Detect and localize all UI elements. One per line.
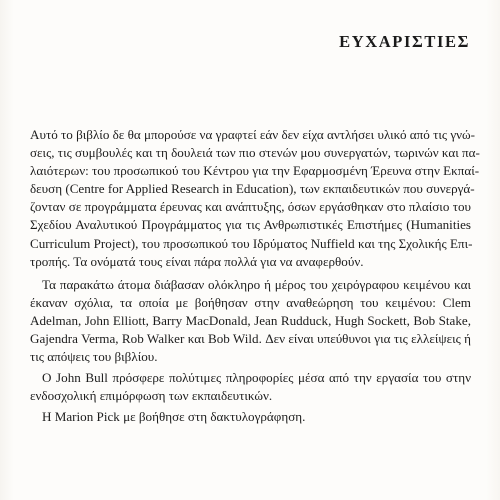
- text-line: τις απόψεις του βιβλίου.: [30, 349, 158, 365]
- text-line: Adelman, John Elliott, Barry MacDonald, Jean Rudduck, Hugh Sockett, Bob Stake,: [30, 312, 471, 328]
- text-line: Gajendra Verma, Rob Walker και Bob Wild. Δεν είναι υπεύθυνοι για τις ελλείψεις ή: [30, 331, 471, 347]
- text-line: Σχεδίου Αναλυτικού Προγράμματος για τις Ανθρωπιστικές Επιστήμες (Humanities: [30, 217, 471, 233]
- paragraph-john-bull: [30, 369, 471, 405]
- text-line: σεις, τις συμβουλές και τη δουλειά των πιο στενών μου συνεργατών, τωρινών και πα-: [30, 145, 480, 161]
- paragraph-contributors: [30, 126, 480, 271]
- paragraph-marion-pick: [30, 408, 471, 426]
- text-line: Η Marion Pick με βοήθησε στη δακτυλογράφηση.: [42, 409, 306, 425]
- text-line: Τα παρακάτω άτομα διάβασαν ολόκληρο ή μέρος του χειρόγραφου κειμένου και: [42, 276, 471, 292]
- text-line: Curriculum Project), του προσωπικού του Ιδρύματος Nuffield και της Σχολικής Επι-: [30, 235, 473, 251]
- text-line: ζονταν σε προγράμματα έρευνας και ανάπτυξης, όσων εργάσθηκαν στο πλαίσιο του: [30, 199, 471, 215]
- page-title: ΕΥΧΑΡΙΣΤΙΕΣ: [339, 32, 470, 51]
- text-line: ενδοσχολική επιμόρφωση των εκπαιδευτικών.: [30, 388, 273, 404]
- text-line: τροπής. Τα ονόματά τους είναι πάρα πολλά για να αναφερθούν.: [30, 253, 364, 269]
- text-line: έκαναν σχόλια, τα οποία με βοήθησαν στην αναθεώρηση του κειμένου: Clem: [30, 294, 471, 310]
- text-line: Ο John Bull πρόσφερε πολύτιμες πληροφορίες μέσα από την εργασία του στην: [42, 370, 471, 386]
- paragraph-readers: [30, 276, 471, 366]
- acknowledgements-body: [30, 126, 480, 427]
- text-line: Αυτό το βιβλίο δε θα μπορούσε να γραφτεί εάν δεν είχα αντλήσει υλικό από τις γνώ-: [30, 127, 476, 142]
- text-line: λαιότερων: του προσωπικού του Κέντρου για την Εφαρμοσμένη Έρευνα στην Εκπαί-: [30, 163, 480, 179]
- text-line: δευση (Centre for Applied Research in Education), των εκπαιδευτικών που συνεργά-: [30, 181, 475, 197]
